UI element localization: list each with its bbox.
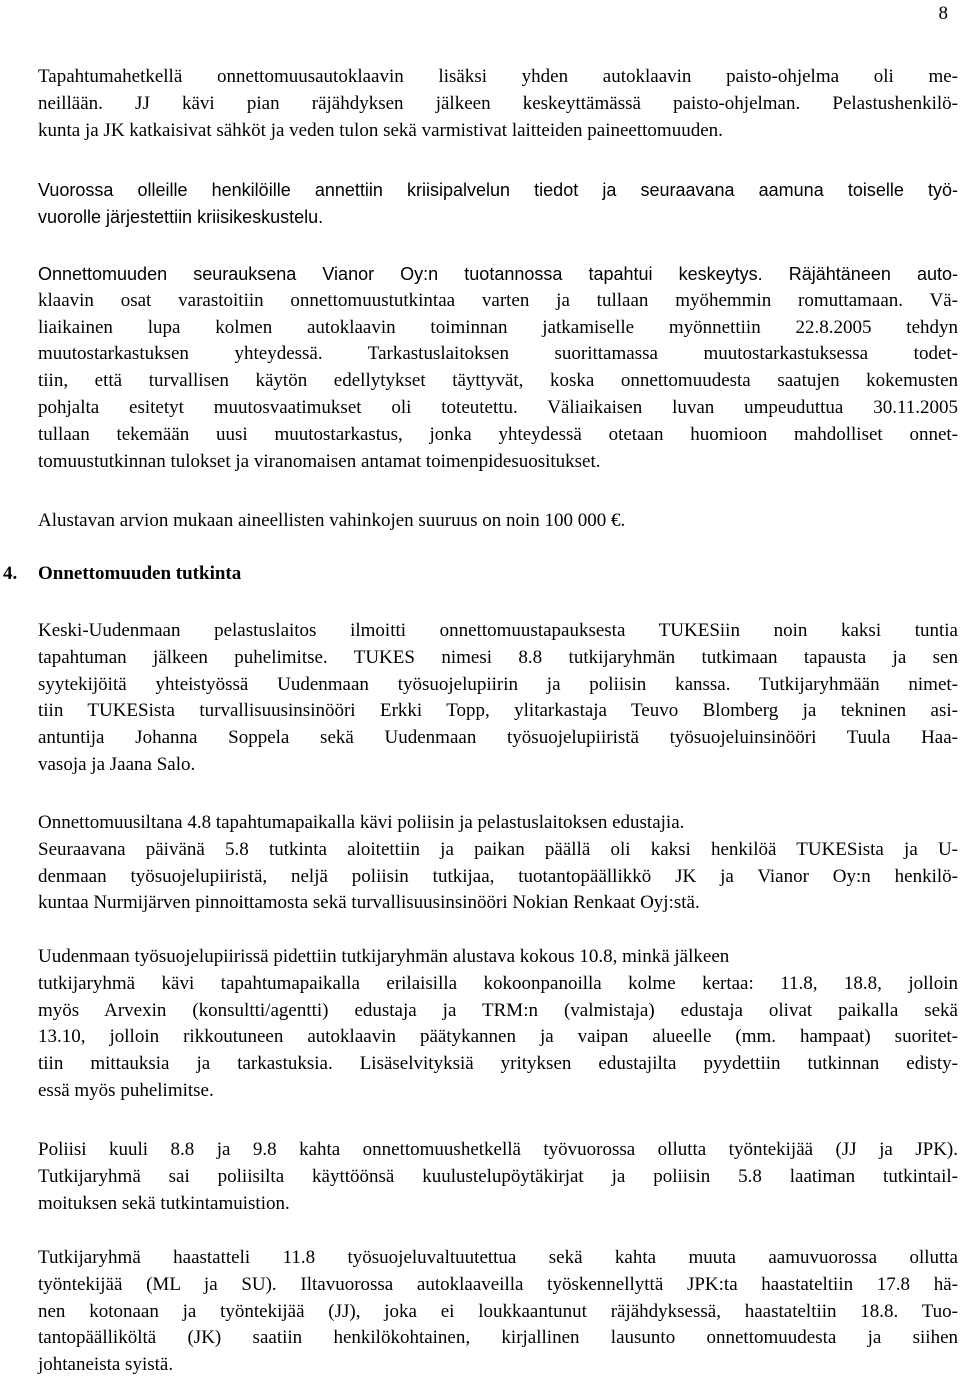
text-line: Poliisi kuuli 8.8 ja 9.8 kahta onnettomuushetkellä työvuorossa ollutta työntekijää (JJ ja JPK). bbox=[38, 1139, 958, 1160]
paragraph-crisis-support bbox=[38, 177, 958, 231]
text-line: tullaan tekemään uusi muutostarkastus, jonka yhteydessä otetaan huomioon mahdolliset onnet- bbox=[38, 423, 958, 445]
text-line: työntekijää (ML ja SU). Iltavuorossa autoklaaveilla työskennellyttä JPK:ta haastateltiin 17.8 hä- bbox=[38, 1273, 958, 1295]
text-line: muutostarkastuksen yhteydessä. Tarkastuslaitoksen suorittamassa muutostarkastuksessa todet- bbox=[38, 343, 958, 365]
text-line: kuntaa Nurmijärven pinnoittamosta sekä turvallisuusinsinööri Nokian Renkaat Oyj:stä. bbox=[38, 892, 700, 914]
section-number: 4. bbox=[3, 563, 18, 584]
text-line: Keski-Uudenmaan pelastuslaitos ilmoitti onnettomuustapauksesta TUKESiin noin kaksi tuntia bbox=[38, 620, 958, 641]
paragraph-meetings bbox=[38, 944, 958, 1105]
text-line: neillään. JJ kävi pian räjähdyksen jälkeen keskeyttämässä paisto-ohjelman. Pelastushenkilö- bbox=[38, 92, 958, 114]
text-line: Tapahtumahetkellä onnettomuusautoklaavin lisäksi yhden autoklaavin paisto-ohjelma oli me- bbox=[38, 66, 958, 87]
text-line: vuorolle järjestettiin kriisikeskustelu. bbox=[38, 206, 324, 227]
text-line: klaavin osat varastoitiin onnettomuustutkintaa varten ja tullaan myöhemmin romuttamaan. Vä- bbox=[38, 289, 958, 311]
text-line: Onnettomuusiltana 4.8 tapahtumapaikalla kävi poliisin ja pelastuslaitoksen edustajia. bbox=[38, 812, 685, 833]
text-line: myös Arvexin (konsultti/agentti) edustaja ja TRM:n (valmistaja) edustaja olivat paikalla sekä bbox=[38, 999, 958, 1021]
text-line: syytekijöitä yhteistyössä Uudenmaan työsuojelupiirin ja poliisin kanssa. Tutkijaryhmään nimet- bbox=[38, 673, 958, 695]
text-line: Vuorossa olleille henkilöille annettiin kriisipalvelun tiedot ja seuraavana aamuna toiselle työ- bbox=[38, 180, 958, 200]
text-line: tomuustutkinnan tulokset ja viranomaisen antamat toimenpidesuositukset. bbox=[38, 450, 601, 472]
text-line: tapahtuman jälkeen puhelimitse. TUKES nimesi 8.8 tutkijaryhmän tutkimaan tapausta ja sen bbox=[38, 646, 958, 668]
text-line: kunta ja JK katkaisivat sähköt ja veden tulon sekä varmistivat laitteiden paineettomuuden. bbox=[38, 119, 723, 141]
text-line: tutkijaryhmä kävi tapahtumapaikalla erilaisilla kokoonpanoilla kolme kertaa: 11.8, 18.8, jolloin bbox=[38, 972, 958, 994]
page-number: 8 bbox=[938, 3, 948, 24]
text-line: tiin mittauksia ja tarkastuksia. Lisäselvityksiä yrityksen edustajilta pyydettiin tutkinnan edisty- bbox=[38, 1053, 958, 1075]
text-line: johtaneista syistä. bbox=[38, 1354, 174, 1376]
text-line: Onnettomuuden seurauksena Vianor Oy:n tuotannossa tapahtui keskeytys. Räjähtäneen auto- bbox=[38, 264, 958, 284]
text-line: 13.10, jolloin rikkoutuneen autoklaavin päätykannen ja vaipan alueelle (mm. hampaat) suoritet- bbox=[38, 1026, 958, 1048]
paragraph-aftermath bbox=[38, 64, 958, 144]
text-line: denmaan työsuojelupiiristä, neljä poliisin tutkijaa, tuotantopäällikkö JK ja Vianor Oy:n henkilö- bbox=[38, 865, 958, 887]
text-line: tiin, että turvallisen käytön edellytykset täyttyvät, koska onnettomuudesta saatujen kokemusten bbox=[38, 370, 958, 392]
text-line: liaikainen lupa kolmen autoklaavin toiminnan jatkamiselle myönnettiin 22.8.2005 tehdyn bbox=[38, 316, 958, 338]
text-line: tiin TUKESista turvallisuusinsinööri Erkki Topp, ylitarkastaja Teuvo Blomberg ja tekninen asi- bbox=[38, 700, 958, 722]
text-line: Seuraavana päivänä 5.8 tutkinta aloitettiin ja paikan päällä oli kaksi henkilöä TUKESista ja U- bbox=[38, 838, 958, 860]
paragraph-production-interruption bbox=[38, 261, 958, 475]
paragraph-damage-estimate bbox=[38, 508, 958, 535]
section-heading bbox=[3, 563, 241, 585]
text-line: Tutkijaryhmä haastatteli 11.8 työsuojeluvaltuutettua sekä kahta muuta aamuvuorossa ollutta bbox=[38, 1247, 958, 1268]
text-line: moituksen sekä tutkintamuistion. bbox=[38, 1192, 290, 1214]
text-line: tantopäälliköltä (JK) saatiin henkilökohtainen, kirjallinen lausunto onnettomuudesta ja siihen bbox=[38, 1327, 958, 1349]
text-line: Tutkijaryhmä sai poliisilta käyttöönsä kuulustelupöytäkirjat ja poliisin 5.8 laatiman tutkintail- bbox=[38, 1165, 958, 1187]
paragraph-investigation-team bbox=[38, 618, 958, 779]
section-title: Onnettomuuden tutkinta bbox=[38, 563, 242, 584]
text-line: essä myös puhelimitse. bbox=[38, 1079, 214, 1101]
text-line: Alustavan arvion mukaan aineellisten vahinkojen suuruus on noin 100 000 €. bbox=[38, 510, 626, 531]
text-line: nen kotonaan ja työntekijää (JJ), joka ei loukkaantunut räjähdyksessä, haastateltiin 18.8. Tuo- bbox=[38, 1300, 958, 1322]
paragraph-site-visits bbox=[38, 810, 958, 917]
text-line: vasoja ja Jaana Salo. bbox=[38, 753, 196, 775]
paragraph-police-hearings bbox=[38, 1137, 958, 1217]
text-line: antuntija Johanna Soppela sekä Uudenmaan työsuojelupiiristä työsuojeluinsinööri Tuula Haa- bbox=[38, 727, 958, 749]
paragraph-interviews bbox=[38, 1245, 958, 1379]
text-line: Uudenmaan työsuojelupiirissä pidettiin tutkijaryhmän alustava kokous 10.8, minkä jälkeen bbox=[38, 946, 730, 967]
text-line: pohjalta esitetyt muutosvaatimukset oli toteutettu. Väliaikaisen luvan umpeuduttua 30.11.2005 bbox=[38, 396, 958, 418]
